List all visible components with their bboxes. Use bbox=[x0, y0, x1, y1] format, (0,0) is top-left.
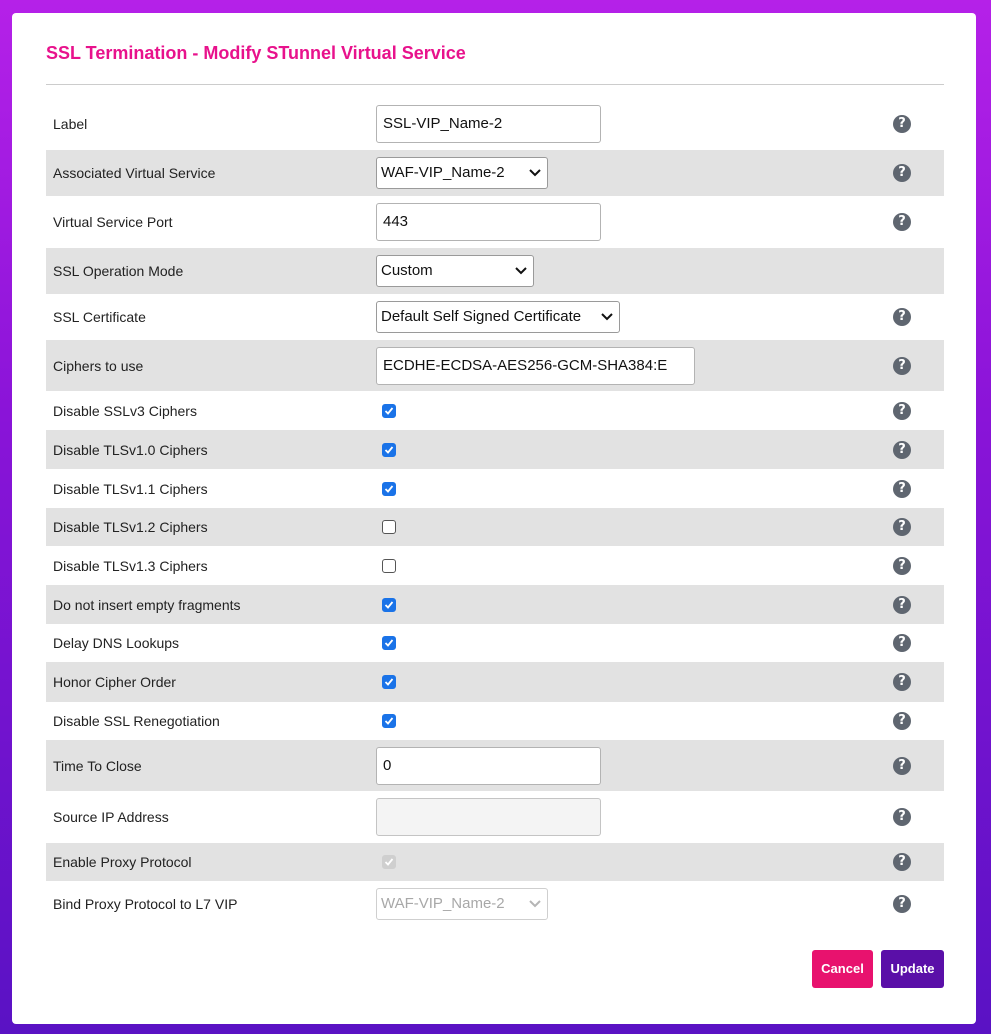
chevron-down-icon bbox=[601, 313, 613, 321]
checkmark-icon bbox=[384, 716, 394, 726]
disable-tls12-checkbox[interactable] bbox=[382, 520, 396, 534]
disable-tls10-checkbox[interactable] bbox=[382, 443, 396, 457]
help-icon[interactable]: ? bbox=[893, 441, 911, 459]
help-icon[interactable]: ? bbox=[893, 213, 911, 231]
ssl-certificate-label: SSL Certificate bbox=[53, 309, 146, 325]
row-disable-tls10 bbox=[46, 430, 944, 469]
cancel-button[interactable]: Cancel bbox=[812, 950, 873, 988]
ssl-operation-mode-select[interactable] bbox=[376, 255, 534, 287]
delay-dns-checkbox[interactable] bbox=[382, 636, 396, 650]
checkmark-icon bbox=[384, 484, 394, 494]
disable-renegotiation-label: Disable SSL Renegotiation bbox=[53, 713, 220, 729]
ssl-operation-mode-label: SSL Operation Mode bbox=[53, 263, 184, 279]
ssl-operation-mode-value: Custom bbox=[381, 262, 433, 279]
help-icon[interactable]: ? bbox=[893, 518, 911, 536]
source-ip-label: Source IP Address bbox=[53, 809, 169, 825]
time-to-close-input[interactable]: 0 bbox=[376, 747, 601, 785]
chevron-down-icon bbox=[529, 900, 541, 908]
associated-virtual-service-select[interactable] bbox=[376, 157, 548, 189]
label-input[interactable]: SSL-VIP_Name-2 bbox=[376, 105, 601, 143]
disable-sslv3-label: Disable SSLv3 Ciphers bbox=[53, 402, 197, 419]
checkmark-icon bbox=[384, 857, 394, 867]
disable-tls12-label: Disable TLSv1.2 Ciphers bbox=[53, 519, 208, 535]
ssl-certificate-value: Default Self Signed Certificate bbox=[381, 308, 582, 325]
time-to-close-label: Time To Close bbox=[53, 757, 142, 774]
help-icon[interactable]: ? bbox=[893, 712, 911, 730]
row-delay-dns bbox=[46, 624, 944, 662]
checkmark-icon bbox=[384, 638, 394, 648]
checkmark-icon bbox=[384, 677, 394, 687]
row-ssl-certificate bbox=[46, 294, 944, 340]
row-disable-tls13 bbox=[46, 546, 944, 585]
row-bind-proxy bbox=[46, 881, 944, 927]
page-title: SSL Termination - Modify STunnel Virtual Service bbox=[46, 43, 466, 63]
title-divider bbox=[46, 84, 944, 85]
honor-cipher-order-checkbox[interactable] bbox=[382, 675, 396, 689]
disable-tls11-label: Disable TLSv1.1 Ciphers bbox=[53, 480, 208, 497]
checkmark-icon bbox=[384, 445, 394, 455]
row-ciphers bbox=[46, 340, 944, 391]
checkmark-icon bbox=[384, 406, 394, 416]
delay-dns-label: Delay DNS Lookups bbox=[53, 635, 180, 651]
row-disable-tls12 bbox=[46, 508, 944, 546]
row-source-ip bbox=[46, 791, 944, 843]
dialog-card bbox=[12, 13, 976, 1024]
source-ip-input[interactable] bbox=[376, 798, 601, 836]
ciphers-input[interactable]: ECDHE-ECDSA-AES256-GCM-SHA384:E bbox=[376, 347, 695, 385]
bind-proxy-select bbox=[376, 888, 548, 920]
help-icon[interactable]: ? bbox=[893, 164, 911, 182]
help-icon[interactable]: ? bbox=[893, 895, 911, 913]
update-button[interactable]: Update bbox=[881, 950, 944, 988]
row-time-to-close bbox=[46, 740, 944, 791]
row-proxy-protocol bbox=[46, 843, 944, 881]
help-icon[interactable]: ? bbox=[893, 673, 911, 691]
no-empty-fragments-checkbox[interactable] bbox=[382, 598, 396, 612]
associated-virtual-service-label: Associated Virtual Service bbox=[53, 165, 216, 181]
row-disable-sslv3 bbox=[46, 391, 944, 430]
row-label bbox=[46, 97, 944, 150]
help-icon[interactable]: ? bbox=[893, 808, 911, 826]
ciphers-label: Ciphers to use bbox=[53, 357, 144, 374]
honor-cipher-order-label: Honor Cipher Order bbox=[53, 674, 176, 690]
help-icon[interactable]: ? bbox=[893, 308, 911, 326]
help-icon[interactable]: ? bbox=[893, 757, 911, 775]
row-disable-tls11 bbox=[46, 469, 944, 508]
help-icon[interactable]: ? bbox=[893, 402, 911, 420]
row-ssl-operation-mode bbox=[46, 248, 944, 294]
proxy-protocol-checkbox bbox=[382, 855, 396, 869]
bind-proxy-label: Bind Proxy Protocol to L7 VIP bbox=[53, 896, 238, 912]
row-no-empty-fragments bbox=[46, 585, 944, 624]
chevron-down-icon bbox=[529, 169, 541, 177]
disable-renegotiation-checkbox[interactable] bbox=[382, 714, 396, 728]
checkmark-icon bbox=[384, 600, 394, 610]
label-field-label: Label bbox=[53, 115, 88, 132]
help-icon[interactable]: ? bbox=[893, 596, 911, 614]
disable-tls11-checkbox[interactable] bbox=[382, 482, 396, 496]
chevron-down-icon bbox=[515, 267, 527, 275]
virtual-service-port-label: Virtual Service Port bbox=[53, 214, 173, 230]
disable-tls10-label: Disable TLSv1.0 Ciphers bbox=[53, 441, 208, 458]
row-associated-virtual-service bbox=[46, 150, 944, 196]
no-empty-fragments-label: Do not insert empty fragments bbox=[53, 596, 241, 613]
row-virtual-service-port bbox=[46, 196, 944, 248]
disable-tls13-checkbox[interactable] bbox=[382, 559, 396, 573]
help-icon[interactable]: ? bbox=[893, 357, 911, 375]
disable-sslv3-checkbox[interactable] bbox=[382, 404, 396, 418]
help-icon[interactable]: ? bbox=[893, 634, 911, 652]
associated-virtual-service-value: WAF-VIP_Name-2 bbox=[381, 164, 505, 181]
ssl-certificate-select[interactable] bbox=[376, 301, 620, 333]
row-disable-renegotiation bbox=[46, 702, 944, 740]
help-icon[interactable]: ? bbox=[893, 115, 911, 133]
disable-tls13-label: Disable TLSv1.3 Ciphers bbox=[53, 557, 208, 574]
help-icon[interactable]: ? bbox=[893, 853, 911, 871]
help-icon[interactable]: ? bbox=[893, 557, 911, 575]
bind-proxy-value: WAF-VIP_Name-2 bbox=[381, 895, 505, 912]
row-honor-cipher-order bbox=[46, 662, 944, 702]
help-icon[interactable]: ? bbox=[893, 480, 911, 498]
virtual-service-port-input[interactable]: 443 bbox=[376, 203, 601, 241]
proxy-protocol-label: Enable Proxy Protocol bbox=[53, 854, 192, 870]
